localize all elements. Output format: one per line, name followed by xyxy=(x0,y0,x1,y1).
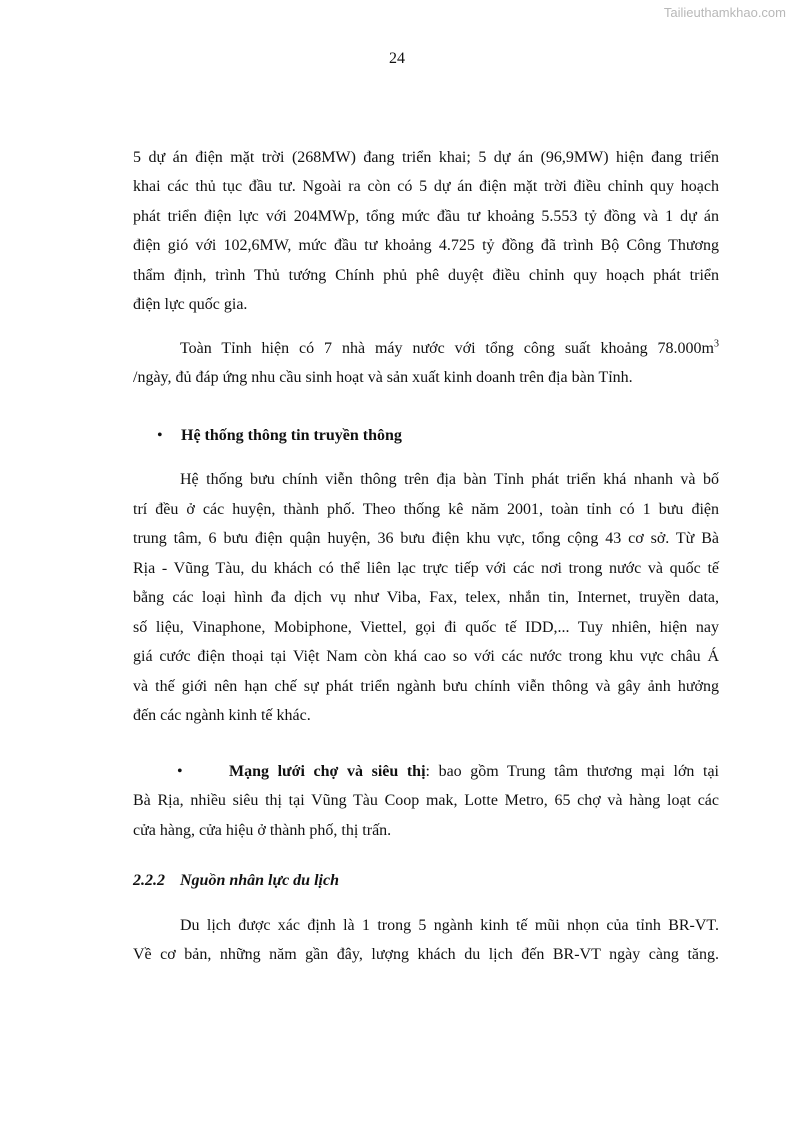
text-line: 5 dự án điện mặt trời (268MW) đang triển khai; 5 dự án (96,9MW) hiện đang triển xyxy=(133,149,719,166)
text-line: phát triển điện lực với 204MWp, tổng mức đầu tư khoảng 5.553 tỷ đồng và 1 dự án xyxy=(133,208,719,225)
watermark: Tailieuthamkhao.com xyxy=(663,5,786,20)
superscript: 3 xyxy=(714,338,719,350)
section-number: 2.2.2 xyxy=(133,872,165,889)
text-line: thẩm định, trình Thủ tướng Chính phủ phê duyệt điều chỉnh quy hoạch phát triển xyxy=(133,267,719,284)
text-line xyxy=(180,339,719,359)
text-line: Về cơ bản, những năm gần đây, lượng khách du lịch đến BR-VT ngày càng tăng. xyxy=(133,946,719,963)
subheading: Hệ thống thông tin truyền thông xyxy=(181,427,402,444)
text-line: bằng các loại hình đa dịch vụ như Viba, Fax, telex, nhắn tin, Internet, truyền data, xyxy=(133,589,719,606)
text-line: đến các ngành kinh tế khác. xyxy=(133,707,311,724)
text: : bao gồm Trung tâm thương mại lớn tại xyxy=(425,763,719,780)
text-line: /ngày, đủ đáp ứng nhu cầu sinh hoạt và sản xuất kinh doanh trên địa bàn Tỉnh. xyxy=(133,369,633,386)
text-line: trí đều ở các huyện, thành phố. Theo thống kê năm 2001, toàn tỉnh có 1 bưu điện xyxy=(133,501,719,518)
text-line: điện lực quốc gia. xyxy=(133,296,248,313)
text-line: giá cước điện thoại tại Việt Nam còn khá cao so với các nước trong khu vực châu Á xyxy=(133,648,719,665)
text-line: số liệu, Vinaphone, Mobiphone, Viettel, gọi đi quốc tế IDD,... Tuy nhiên, hiện nay xyxy=(133,619,719,636)
text: Toàn Tỉnh hiện có 7 nhà máy nước với tổng công suất khoảng 78.000m xyxy=(180,340,714,357)
text-line: Bà Rịa, nhiều siêu thị tại Vũng Tàu Coop mak, Lotte Metro, 65 chợ và hàng loạt các xyxy=(133,792,719,809)
text-line: và thế giới nên hạn chế sự phát triển ngành bưu chính viễn thông và gây ảnh hưởng xyxy=(133,678,719,695)
page-number: 24 xyxy=(389,50,405,67)
section-title: Nguồn nhân lực du lịch xyxy=(180,872,339,889)
text-line: điện gió với 102,6MW, mức đầu tư khoảng 4.725 tỷ đồng đã trình Bộ Công Thương xyxy=(133,237,719,254)
bullet-icon: • xyxy=(177,763,183,780)
text-line xyxy=(229,762,719,782)
bullet-icon: • xyxy=(157,427,163,444)
text-line: Rịa - Vũng Tàu, du khách có thể liên lạc trực tiếp với các nơi trong nước và quốc tế xyxy=(133,560,719,577)
text-line: khai các thủ tục đầu tư. Ngoài ra còn có 5 dự án điện mặt trời điều chỉnh quy hoạch xyxy=(133,178,719,195)
text-line: Du lịch được xác định là 1 trong 5 ngành kinh tế mũi nhọn của tỉnh BR-VT. xyxy=(180,917,719,934)
text-line: Hệ thống bưu chính viễn thông trên địa bàn Tỉnh phát triển khá nhanh và bố xyxy=(180,471,719,488)
bold-term: Mạng lưới chợ và siêu thị xyxy=(229,763,426,780)
text-line: trung tâm, 6 bưu điện quận huyện, 36 bưu điện khu vực, tổng cộng 43 cơ sở. Từ Bà xyxy=(133,530,719,547)
text-line: cửa hàng, cửa hiệu ở thành phố, thị trấn. xyxy=(133,822,392,839)
